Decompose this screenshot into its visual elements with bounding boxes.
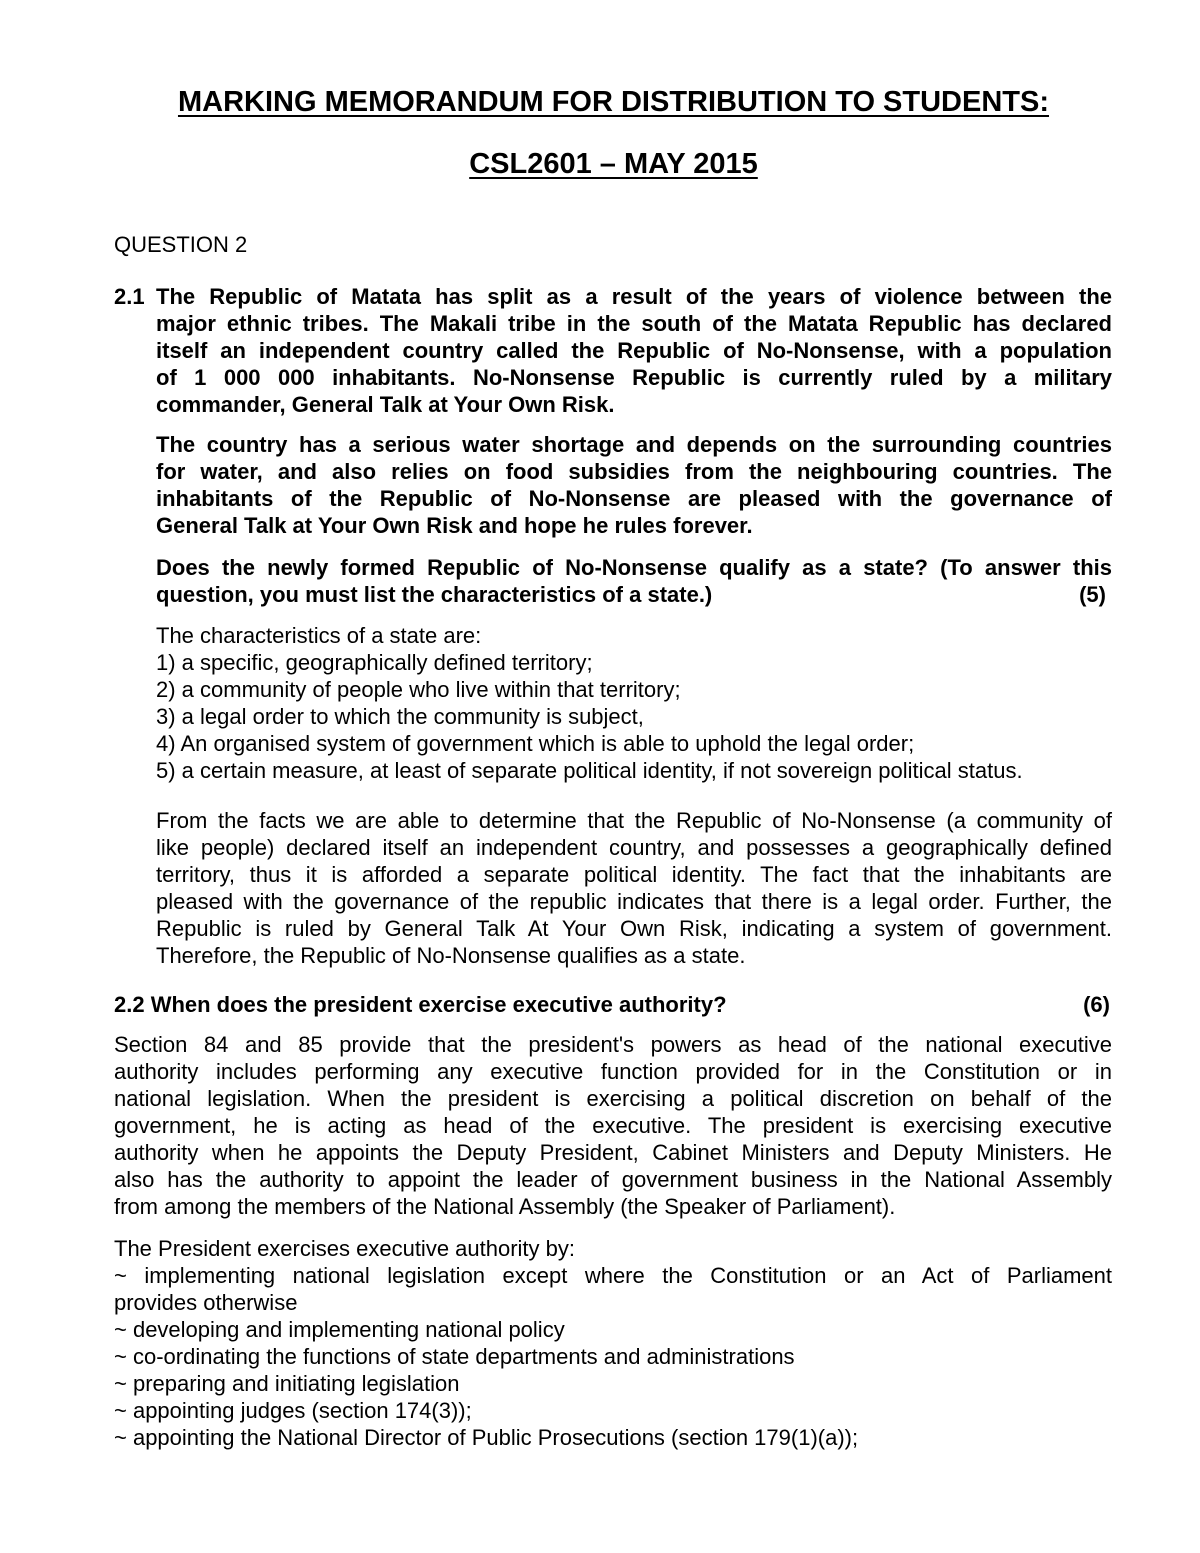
document-title: MARKING MEMORANDUM FOR DISTRIBUTION TO STUDENTS: (177, 86, 1050, 118)
text-line: inhabitants of the Republic of No-Nonsense are pleased with the governance of (156, 486, 1112, 511)
text-line: The Republic of Matata has split as a result of the years of violence between the (156, 284, 1112, 309)
list-item: 2) a community of people who live within that territory; (156, 677, 681, 702)
list-item: ~ implementing national legislation except where the Constitution or an Act of Parliament (114, 1263, 1112, 1288)
marks: (6) (1083, 992, 1110, 1017)
text-line: for water, and also relies on food subsidies from the neighbouring countries. The (156, 459, 1112, 484)
q22-list (114, 1235, 1112, 1451)
answer-intro: The characteristics of a state are: (156, 623, 482, 648)
document-subtitle: CSL2601 – MAY 2015 (469, 148, 758, 180)
q21-answer-paragraph (156, 807, 1112, 969)
list-item: 5) a certain measure, at least of separate political identity, if not sovereign political status. (156, 758, 1023, 783)
marks: (5) (1079, 582, 1106, 607)
text-line: Republic is ruled by General Talk At Your Own Risk, indicating a system of government. (156, 916, 1112, 941)
text-line: like people) declared itself an independent country, and possesses a geographically defined (156, 835, 1112, 860)
list-item: 3) a legal order to which the community is subject, (156, 704, 644, 729)
text-line: itself an independent country called the Republic of No-Nonsense, with a population (156, 338, 1112, 363)
text-line: also has the authority to appoint the leader of government business in the National Assembly (114, 1167, 1112, 1192)
list-item: 4) An organised system of government which is able to uphold the legal order; (156, 731, 915, 756)
text-line: authority when he appoints the Deputy President, Cabinet Ministers and Deputy Ministers. He (114, 1140, 1112, 1165)
question-heading: QUESTION 2 (114, 232, 248, 257)
text-line: authority includes performing any executive function provided for in the Constitution or in (114, 1059, 1112, 1084)
text-line: major ethnic tribes. The Makali tribe in the south of the Matata Republic has declared (156, 311, 1112, 336)
list-item: ~ co-ordinating the functions of state departments and administrations (114, 1344, 795, 1369)
list-item: ~ preparing and initiating legislation (114, 1371, 460, 1396)
list-intro: The President exercises executive authority by: (114, 1236, 576, 1261)
q21-characteristics (156, 622, 1112, 784)
list-item: ~ developing and implementing national policy (114, 1317, 565, 1342)
question-number: 2.1 (114, 284, 145, 309)
text-line: government, he is acting as head of the executive. The president is exercising executive (114, 1113, 1112, 1138)
text-line: General Talk at Your Own Risk and hope he rules forever. (156, 513, 753, 538)
text-line: From the facts we are able to determine that the Republic of No-Nonsense (a community of (156, 808, 1112, 833)
text-line: Does the newly formed Republic of No-Nonsense qualify as a state? (To answer this (156, 555, 1112, 580)
text-line: pleased with the governance of the republic indicates that there is a legal order. Further, the (156, 889, 1112, 914)
text-line: Therefore, the Republic of No-Nonsense qualifies as a state. (156, 943, 746, 968)
list-item: ~ appointing judges (section 174(3)); (114, 1398, 472, 1423)
q21-scenario-paragraph-2 (156, 431, 1112, 539)
text-line: The country has a serious water shortage and depends on the surrounding countries (156, 432, 1112, 457)
list-item: ~ appointing the National Director of Public Prosecutions (section 179(1)(a)); (114, 1425, 859, 1450)
text-line: national legislation. When the president is exercising a political discretion on behalf of the (114, 1086, 1112, 1111)
text-line: Section 84 and 85 provide that the president's powers as head of the national executive (114, 1032, 1112, 1057)
q21-question (156, 554, 1112, 608)
text-line: question, you must list the characteristics of a state.) (156, 582, 713, 607)
text-line: territory, thus it is afforded a separate political identity. The fact that the inhabitants are (156, 862, 1112, 887)
list-item-continuation: provides otherwise (114, 1290, 298, 1315)
text-line: commander, General Talk at Your Own Risk. (156, 392, 615, 417)
text-line: from among the members of the National Assembly (the Speaker of Parliament). (114, 1194, 896, 1219)
question-marks-row (156, 581, 1106, 608)
q22-answer-paragraph (114, 1031, 1112, 1220)
list-item: 1) a specific, geographically defined territory; (156, 650, 593, 675)
q22-question: 2.2 When does the president exercise executive authority? (114, 992, 727, 1017)
q22-question-row (114, 991, 1110, 1018)
text-line: of 1 000 000 inhabitants. No-Nonsense Republic is currently ruled by a military (156, 365, 1112, 390)
q21-scenario-paragraph-1 (156, 283, 1112, 418)
